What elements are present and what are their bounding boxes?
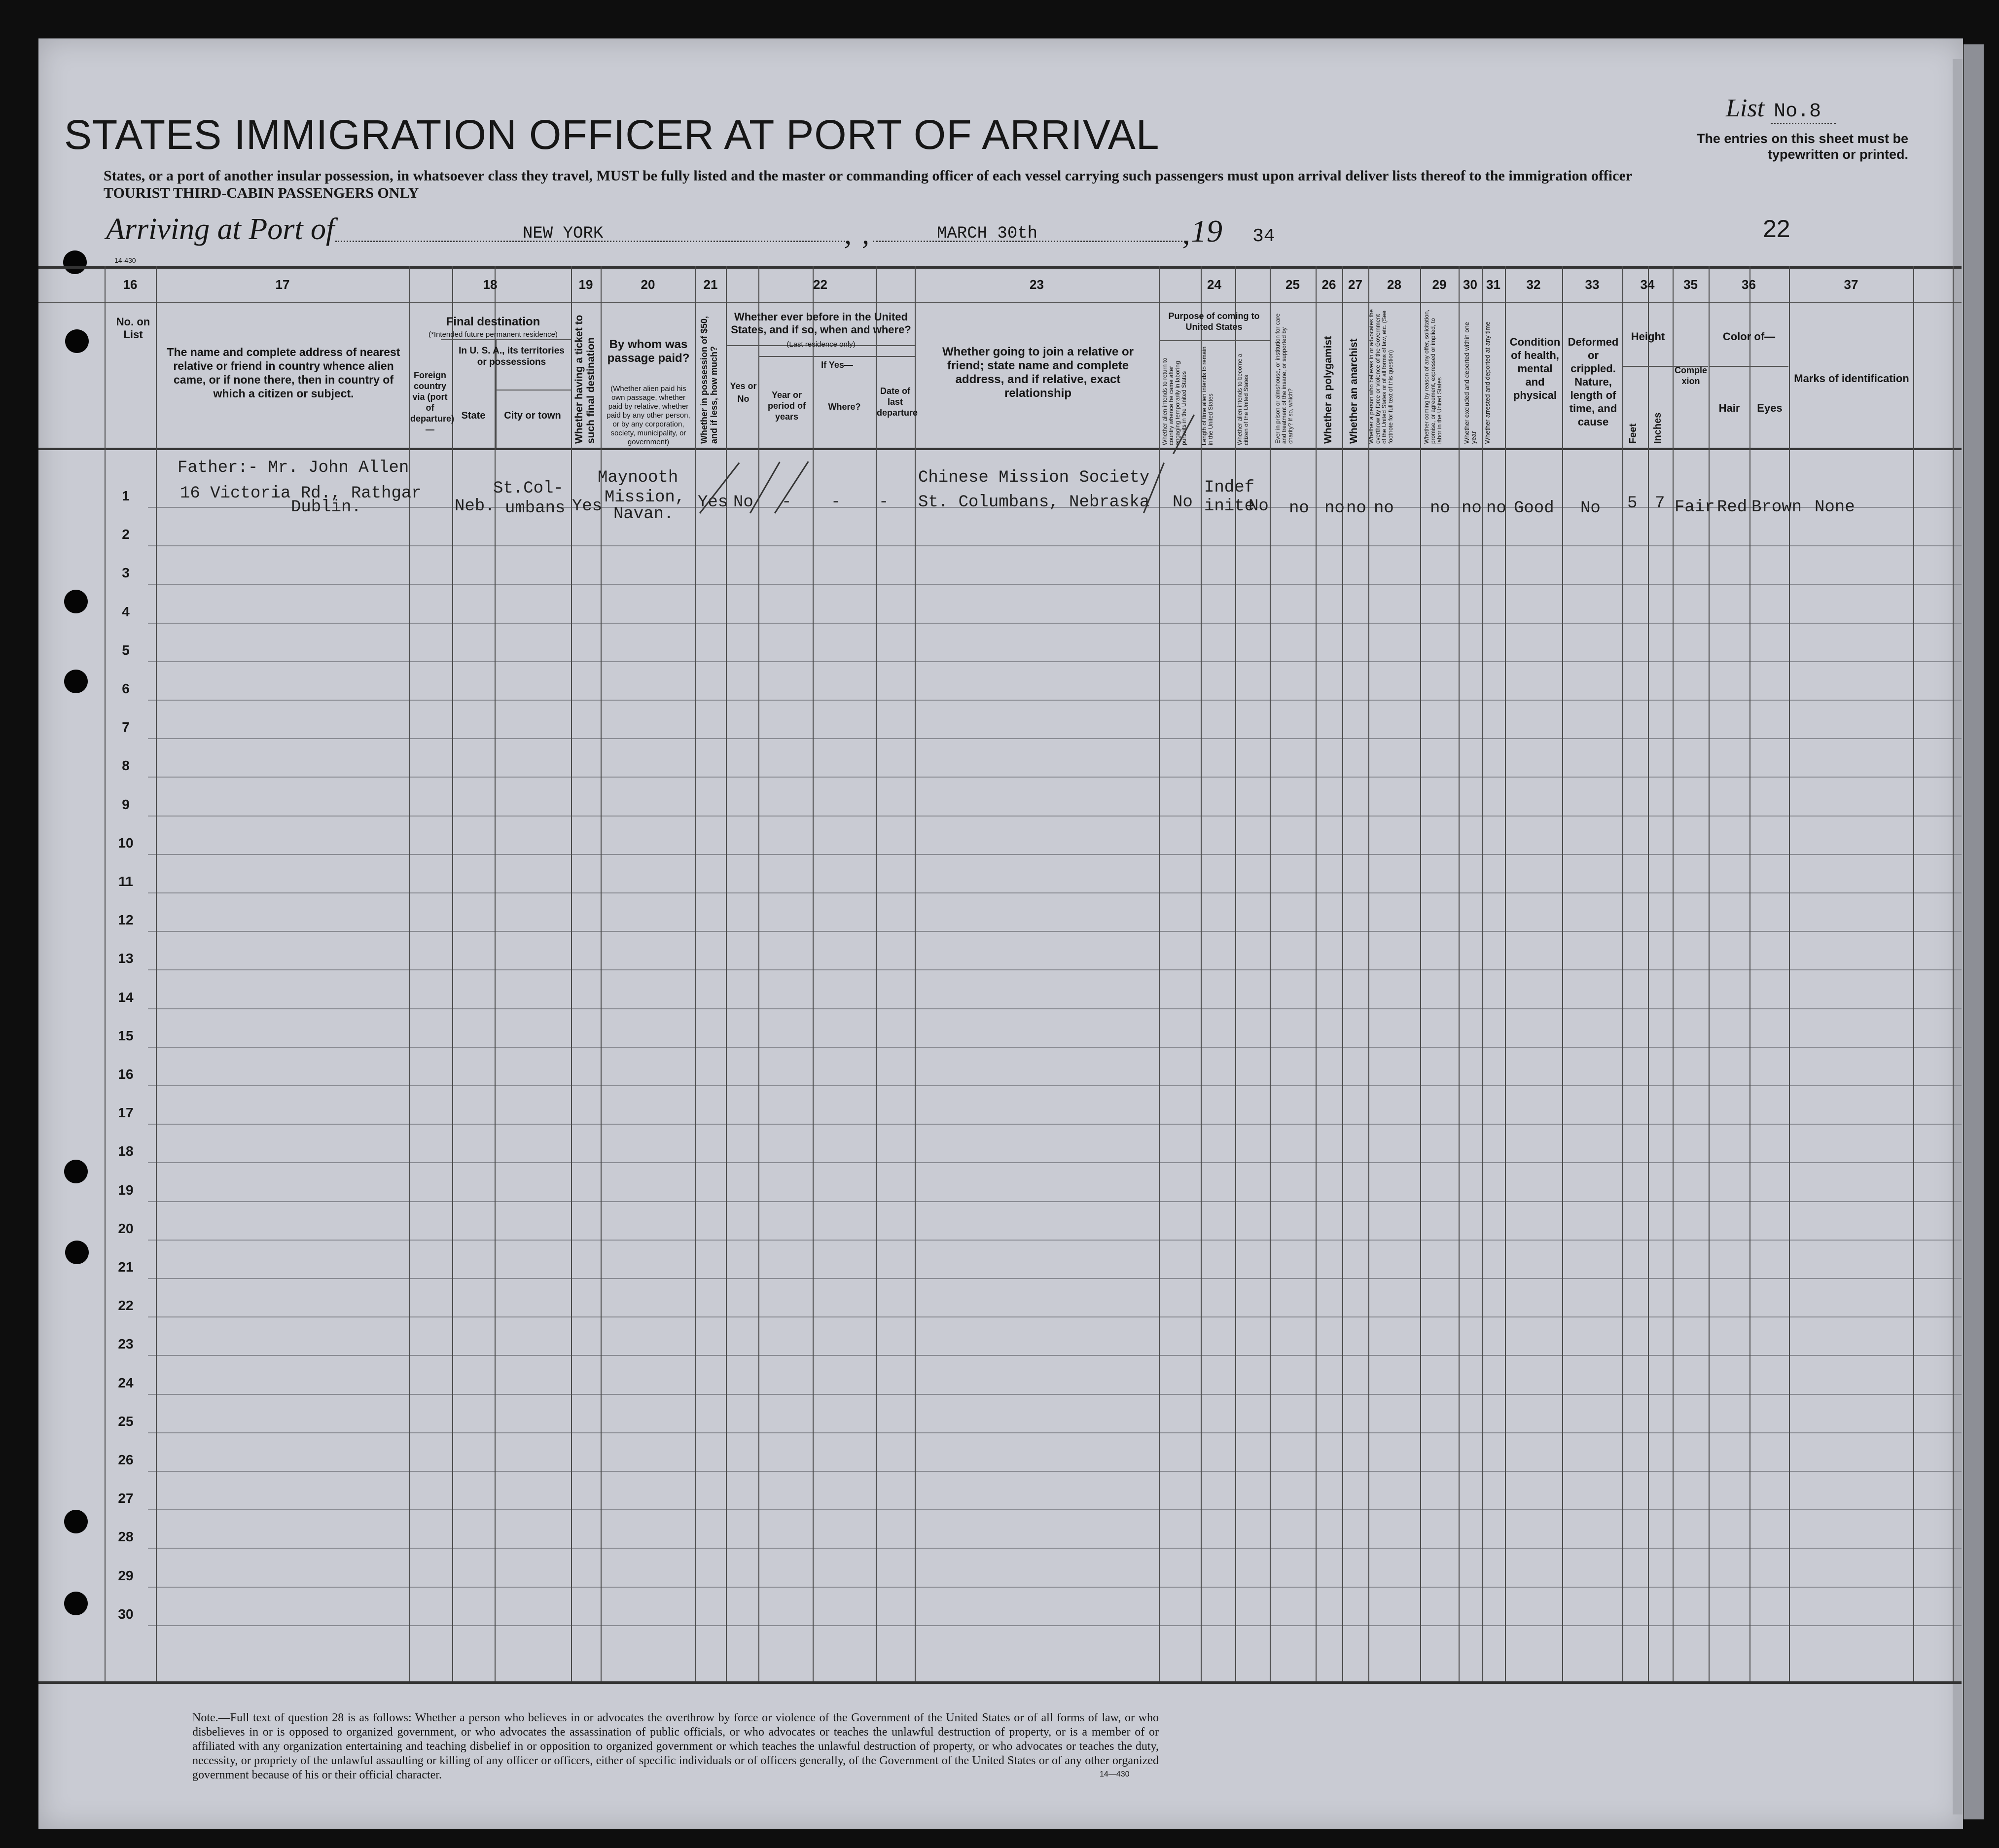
year-suffix: 34: [1252, 226, 1275, 247]
labor-offer-value: no: [1430, 499, 1450, 518]
list-number: [1726, 94, 1836, 123]
column-number: 16: [123, 277, 138, 292]
row-rule: [148, 892, 1962, 893]
header-foreign-country: Foreign country via (port of departure)—: [410, 370, 455, 434]
header-passage-paid: By whom was passage paid?: [607, 338, 690, 365]
header-color-of: Color of—: [1722, 330, 1776, 343]
row-rule: [148, 777, 1962, 778]
column-rule: [1709, 266, 1710, 1681]
health-value: Good: [1514, 499, 1554, 518]
header-state: State: [461, 410, 486, 421]
row-rule: [148, 1278, 1962, 1279]
ever-before-value: No: [733, 493, 753, 512]
row-rule: [148, 545, 1962, 546]
row-number: 19: [118, 1182, 134, 1198]
row-number: 18: [118, 1143, 134, 1159]
row-number: 21: [118, 1259, 134, 1275]
row-number: 17: [118, 1105, 134, 1120]
form-subtitle: States, or a port of another insular possession, in whatsoever class they travel, MUST be fully listed and the master or commanding officer of each vessel carrying such passengers must upon arrival deliver lists thereof to the immigration officer: [104, 168, 1633, 184]
header-citizen-intent: Whether alien intends to become a citizen of the United States: [1236, 354, 1249, 445]
return-intent-value: No: [1173, 493, 1193, 512]
row-rule: [148, 584, 1962, 585]
deformed-value: No: [1580, 499, 1601, 518]
passenger-class: TOURIST THIRD-CABIN PASSENGERS ONLY: [104, 185, 419, 201]
height-inches-value: 7: [1655, 494, 1665, 513]
row-number: 29: [118, 1568, 134, 1583]
row-number: 15: [118, 1028, 134, 1043]
column-rule: [915, 266, 916, 1681]
destination-state: Neb.: [455, 497, 495, 516]
row-number: 14: [118, 990, 134, 1005]
passage-paid-2: Mission,: [605, 488, 685, 507]
punch-hole: [64, 1592, 88, 1615]
header-ever-before-us: Whether ever before in the United States, and if so, when and where?: [731, 311, 911, 336]
column-number: 21: [703, 277, 718, 292]
header-passage-paid-note: (Whether alien paid his own passage, whether paid by relative, whether paid by any other person, or by any corporation, society, municipality, or government): [607, 385, 690, 446]
header-eyes: Eyes: [1757, 402, 1783, 414]
punch-hole: [63, 250, 87, 274]
header-city: City or town: [504, 410, 561, 421]
form-title: STATES IMMIGRATION OFFICER AT PORT OF ARRIVAL: [64, 111, 1160, 158]
row-number: 1: [122, 488, 130, 503]
punch-hole: [65, 1241, 89, 1264]
row-rule: [148, 1124, 1962, 1125]
row-number: 28: [118, 1529, 134, 1544]
row-number: 6: [122, 681, 130, 696]
row-rule: [148, 969, 1962, 970]
relative-line-1: Father:- Mr. John Allen: [178, 459, 409, 477]
footnote-question-28: Note.—Full text of question 28 is as follows: Whether a person who believes in or advocates the overthrow by force or violence of the Government of the United States or of all forms of law, or who disbelieves in or is opposed to organized government, or who advocates the assassination of public officials, or who advocates or teaches the unlawful destruction of property, or is a member of or affiliated with any organization entertaining and teaching disbelief in or opposition to organized government or which teaches the unlawful destruction of property, or who advocates or teaches the duty, necessity, or propriety of the unlawful assaulting or killing of any officer or officers, either of specific individuals or of officers generally, of the Government of the United States or of any other organized government because of his or their official character.: [192, 1711, 1159, 1781]
row-number: 25: [118, 1414, 134, 1429]
row-number: 7: [122, 719, 130, 735]
comma: ,: [1182, 217, 1190, 250]
comma: ,: [844, 217, 852, 250]
row-number: 4: [122, 604, 130, 619]
row-rule: [148, 1316, 1962, 1317]
column-number: 37: [1844, 277, 1858, 292]
column-rule: [1749, 266, 1750, 1681]
column-number: 32: [1526, 277, 1541, 292]
column-number: 33: [1585, 277, 1600, 292]
row-number: 11: [118, 874, 133, 889]
complexion-value: Fair: [1675, 498, 1715, 517]
list-number-value: No.8: [1771, 101, 1836, 124]
column-rule: [1622, 266, 1623, 1681]
header-arrested-deported: Whether arrested and deported at any time: [1484, 321, 1491, 444]
subheader-rule: [1159, 340, 1270, 341]
column-rule: [1316, 266, 1317, 1681]
column-rule: [1342, 266, 1343, 1681]
row-rule: [148, 1471, 1962, 1472]
column-rule: [156, 266, 157, 1681]
header-no-on-list: No. on List: [116, 316, 150, 341]
column-rule: [105, 266, 106, 1681]
column-rule: [452, 266, 453, 1681]
list-label: List: [1726, 94, 1765, 122]
row-rule: [148, 1394, 1962, 1395]
column-rule: [1459, 266, 1460, 1681]
row-number: 27: [118, 1491, 134, 1506]
row-number: 2: [122, 527, 130, 542]
column-number: 28: [1387, 277, 1401, 292]
column-rule: [695, 266, 696, 1681]
row-rule: [148, 661, 1962, 662]
join-relative-2: St. Columbans, Nebraska: [918, 493, 1150, 512]
form-code: 14-430: [114, 256, 136, 264]
header-last-residence: (Last residence only): [786, 340, 856, 349]
punch-hole: [64, 1160, 88, 1183]
row-number: 26: [118, 1452, 134, 1467]
length-stay-1: Indef: [1204, 478, 1255, 497]
header-complexion: Complexion: [1674, 365, 1707, 386]
row-number: 5: [122, 642, 130, 658]
column-number: 29: [1432, 277, 1447, 292]
hair-value: Red: [1717, 498, 1748, 517]
typewritten-instruction: The entries on this sheet must be typewritten or printed.: [1696, 131, 1908, 162]
header-length-stay: Length of time alien intends to remain in the United States: [1201, 346, 1214, 445]
header-height: Height: [1631, 330, 1665, 343]
column-rule: [813, 266, 814, 1681]
column-rule: [495, 266, 496, 1681]
marks-value: None: [1815, 498, 1855, 517]
row-number: 3: [122, 565, 130, 580]
column-number: 24: [1207, 277, 1221, 292]
subheader-rule: [441, 339, 571, 340]
header-yes-or-no: Yes or No: [730, 381, 757, 404]
excluded-value: no: [1462, 499, 1482, 518]
polygamist-value: no: [1324, 499, 1345, 518]
header-deformed: Deformed or crippled. Nature, length of time, and cause: [1568, 336, 1619, 428]
passage-paid-1: Maynooth: [598, 468, 678, 487]
column-rule: [1159, 266, 1160, 1681]
row-number: 20: [118, 1221, 134, 1236]
header-return-intent: Whether alien intends to return to country whence he came after engaging temporarily in laboring pursuits in the United States: [1161, 357, 1187, 445]
row-rule: [148, 1548, 1962, 1549]
row-number: 22: [118, 1298, 134, 1313]
punch-hole: [65, 329, 89, 353]
header-excluded-deported: Whether excluded and deported within one year: [1463, 321, 1477, 444]
citizen-intent-value: No: [1249, 497, 1269, 516]
header-feet: Feet: [1628, 423, 1639, 444]
overthrow-value: no: [1374, 499, 1394, 518]
header-date-last-departure: Date of last departure: [877, 386, 918, 418]
column-number: 35: [1683, 277, 1698, 292]
header-if-yes: If Yes—: [821, 360, 853, 370]
column-number: 17: [275, 277, 290, 292]
header-prison-almshouse: Ever in prison or almshouse, or institution for care and treatment of the insane, or supported by charity? If so, which?: [1274, 313, 1294, 444]
row-rule: [148, 1008, 1962, 1009]
column-rule: [1201, 266, 1202, 1681]
column-number: 26: [1321, 277, 1336, 292]
subheader-rule: [496, 390, 571, 391]
column-rule: [876, 266, 877, 1681]
column-number: 27: [1348, 277, 1362, 292]
header-inches: Inches: [1652, 412, 1663, 444]
column-number: 22: [813, 277, 827, 292]
footer-form-code: 14—430: [1100, 1770, 1130, 1778]
column-rule: [1648, 266, 1649, 1681]
where-value: -: [831, 493, 841, 512]
page-edge-dark: [1963, 44, 1984, 1819]
row-rule: [148, 854, 1962, 855]
row-number: 10: [118, 835, 134, 851]
column-number: 23: [1030, 277, 1044, 292]
row-rule: [148, 738, 1962, 739]
subheader-rule: [758, 356, 915, 357]
column-rule: [1562, 266, 1563, 1681]
port-value: NEW YORK: [523, 224, 604, 243]
header-join-relative: Whether going to join a relative or friend; state name and complete address, and if relative, exact relationship: [942, 345, 1134, 400]
manifest-sheet: [38, 38, 1963, 1829]
header-nearest-relative: The name and complete address of nearest relative or friend in country whence alien came, or if none there, then in country of which a citizen or subject.: [167, 346, 400, 400]
arriving-label: Arriving at Port of: [106, 213, 335, 246]
header-hair: Hair: [1718, 402, 1740, 414]
arrival-date: MARCH 30th: [937, 224, 1038, 243]
header-where: Where?: [828, 402, 861, 412]
header-possession-fifty: Whether in possession of $50, and if less, how much?: [699, 316, 719, 444]
column-number: 18: [483, 277, 498, 292]
prison-value: no: [1289, 499, 1309, 518]
column-rule: [1789, 266, 1790, 1681]
row-rule: [148, 1047, 1962, 1048]
header-purpose: Purpose of coming to United States: [1168, 311, 1260, 332]
sheet-number: 22: [1763, 215, 1790, 243]
row-number: 24: [118, 1375, 134, 1390]
row-number: 13: [118, 951, 134, 966]
relative-line-2: 16 Victoria Rd., Rathgar: [180, 484, 422, 503]
column-number: 19: [578, 277, 593, 292]
header-in-usa: In U. S. A., its territories or possessions: [459, 346, 565, 367]
header-overthrow: Whether a person who believes in or advocates the overthrow by force or violence of the Government of the United States or of all forms of law, etc. (See footnote for full text of this question): [1368, 309, 1394, 444]
row-rule: [148, 1201, 1962, 1202]
row-rule: [148, 623, 1962, 624]
header-anarchist: Whether an anarchist: [1348, 338, 1359, 444]
ticket-value: Yes: [572, 497, 603, 516]
row-rule: [148, 1509, 1962, 1510]
comma: ,: [862, 217, 869, 250]
header-labor-offer: Whether coming by reason of any offer, solicitation, promise, or agreement, expressed or implied, to labor in the United States: [1423, 310, 1443, 444]
row-rule: [148, 1587, 1962, 1588]
row-rule: [148, 700, 1962, 701]
column-rule: [1913, 266, 1914, 1681]
column-number: 31: [1486, 277, 1500, 292]
row-rule: [148, 1355, 1962, 1356]
row-rule: [148, 1085, 1962, 1086]
join-relative-1: Chinese Mission Society: [918, 468, 1150, 487]
row-number: 8: [122, 758, 130, 773]
header-health: Condition of health, mental and physical: [1509, 336, 1561, 401]
column-rule: [571, 266, 572, 1681]
header-polygamist: Whether a polygamist: [1322, 336, 1334, 444]
header-ticket: Whether having a ticket to such final destination: [573, 315, 597, 444]
eyes-value: Brown: [1751, 498, 1802, 517]
row-rule: [148, 1240, 1962, 1241]
row-number: 30: [118, 1606, 134, 1622]
row-rule: [148, 931, 1962, 932]
header-final-destination-note: (*Intended future permanent residence): [428, 330, 558, 339]
header-year-period: Year or period of years: [768, 390, 806, 422]
header-marks: Marks of identification: [1794, 372, 1909, 385]
row-rule: [148, 816, 1962, 817]
column-rule: [1482, 266, 1483, 1681]
column-rule: [1673, 266, 1674, 1681]
year-prefix: 19: [1191, 213, 1222, 249]
length-stay-2: inite: [1204, 497, 1255, 516]
year-value: -: [782, 493, 792, 512]
punch-hole: [64, 670, 88, 693]
row-rule: [148, 1162, 1962, 1163]
passage-paid-3: Navan.: [613, 505, 674, 524]
fifty-value: Yes: [698, 493, 728, 512]
column-rule: [1368, 266, 1369, 1681]
row-number: 23: [118, 1336, 134, 1351]
column-rule: [1420, 266, 1421, 1681]
height-feet-value: 5: [1627, 494, 1638, 513]
column-number: 34: [1640, 277, 1655, 292]
column-rule: [409, 266, 410, 1681]
row-number: 12: [118, 912, 134, 927]
subheader-rule: [1709, 366, 1788, 367]
header-final-destination: Final destination: [446, 315, 540, 328]
column-rule: [758, 266, 759, 1681]
departure-value: -: [879, 493, 889, 512]
column-number: 25: [1285, 277, 1300, 292]
column-rule: [1505, 266, 1506, 1681]
punch-hole: [64, 1510, 88, 1533]
arrested-value: no: [1486, 499, 1506, 518]
column-number: 36: [1742, 277, 1756, 292]
destination-city-1: St.Col-: [493, 479, 564, 498]
row-number: 16: [118, 1066, 134, 1082]
destination-city-2: umbans: [505, 499, 566, 518]
column-number: 30: [1463, 277, 1477, 292]
anarchist-value: no: [1346, 499, 1366, 518]
punch-hole: [64, 590, 88, 613]
column-rule: [1270, 266, 1271, 1681]
row-rule: [148, 1432, 1962, 1433]
page-edge: [1953, 59, 1963, 1814]
subcolumn-rule: [1648, 366, 1649, 448]
relative-line-3: Dublin.: [291, 498, 361, 517]
column-rule: [1953, 266, 1954, 1681]
column-number: 20: [641, 277, 655, 292]
row-rule: [148, 1625, 1962, 1626]
row-number: 9: [122, 797, 130, 812]
table-bottom-rule: [38, 1681, 1962, 1684]
